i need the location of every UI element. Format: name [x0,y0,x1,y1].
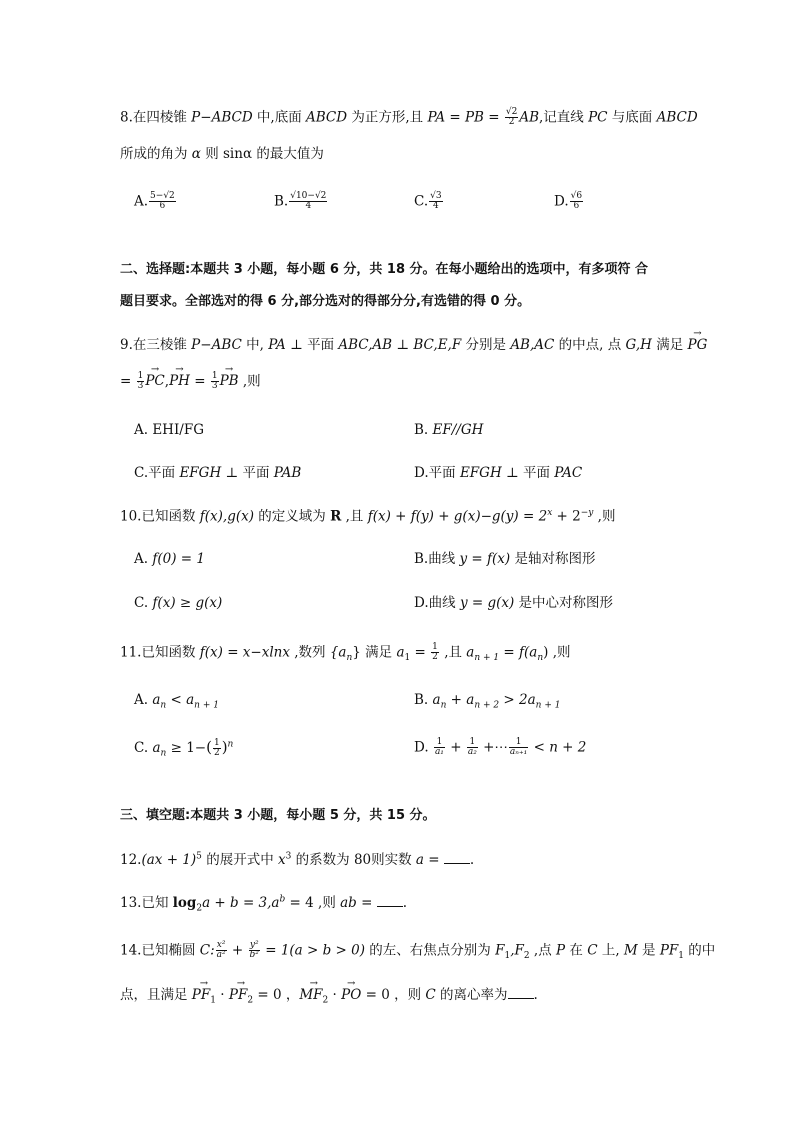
q11-option-c[interactable] [134,738,233,759]
fraction-denominator: 2 [508,117,515,128]
vector-ph: → PH [169,373,190,389]
q14-text: 是 [637,942,660,959]
q14-text: 上, [597,942,624,959]
fraction-numerator: 1 [211,371,218,381]
q14-math: + [227,942,248,959]
vector-pf2 [229,987,253,1006]
q10-sup: x [547,508,553,518]
q14-math: = 0 ，则 [361,987,426,1003]
q14-text: 14.已知椭圆 [120,942,200,959]
option-math: +⋯ [478,739,508,756]
option-text: 是轴对称图形 [510,551,596,567]
option-label: C. [414,193,429,210]
q8-math: P−ABCD [191,109,253,126]
option-math: PAC [554,465,583,481]
q11-text: 11.已知函数 [120,644,200,661]
q9-math: ABC,AB ⊥ BC,E,F [338,337,462,353]
q13-text: . [402,895,408,911]
vector-pb: → PB [220,373,239,389]
fraction-numerator: 1 [137,371,144,381]
option-label: D.平面 [414,465,460,481]
q9-text: , [164,373,170,390]
q14-sub: 2 [247,995,254,1006]
q14-math: C: [199,942,215,959]
q11-math: } [352,644,361,661]
q11-sub: n [346,653,353,664]
q13-math: a + b = 3,a [202,895,280,911]
q8-option-d[interactable] [554,192,584,212]
option-math: a [432,692,441,708]
q10-math: f(x) + f(y) + g(x)−g(y) = 2 [367,508,548,525]
vector-pc: → PC [145,373,164,389]
option-fraction [434,738,445,758]
option-label: D.曲线 [414,595,460,611]
fraction-denominator: a₂ [467,747,477,758]
fraction-numerator: 1 [434,738,445,748]
q11-sub: 1 [404,653,411,664]
option-label: B. [414,422,433,438]
q9-math: P−ABC [191,337,242,353]
q14-math: ,F [510,942,524,959]
q8-text: 与底面 [607,109,657,126]
q14-math: C [425,987,436,1003]
q13-math: log [172,895,197,911]
q14-text: 的左、右焦点分别为 [365,942,496,959]
option-label: B.曲线 [414,551,460,567]
answer-blank[interactable] [508,986,534,999]
q14-math: · [215,987,229,1003]
option-label: C.平面 [134,465,180,481]
fraction-denominator: 3 [137,381,144,392]
vector-text: MF [299,987,323,1003]
q11-math: f(x) = x−xlnx [199,644,290,661]
q12-math: a = [415,852,444,868]
q8-math: AB [519,109,539,126]
fraction-numerator: 5−√2 [150,191,175,201]
q11-math: ) [543,644,549,661]
option-math: + [445,739,466,756]
q14-sub: 2 [322,995,329,1006]
q9-text: 平面 [307,337,339,353]
q9-text: 分别是 [461,337,511,353]
option-math: f(0) = 1 [152,551,205,567]
q9-fraction [211,372,219,392]
option-label: A. [134,193,149,210]
option-math: y = g(x) [459,595,515,611]
fraction-numerator: √3 [430,191,442,201]
fraction-denominator: 4 [305,201,312,212]
option-label: A. [134,692,153,708]
answer-blank[interactable] [377,894,403,907]
q13-text: ,则 [313,895,341,911]
option-math: f(x) ≥ g(x) [152,595,223,611]
option-sub: n [440,700,447,711]
fraction-numerator: 1 [467,738,478,748]
q8-math: PC [588,109,608,126]
q14-text: ,点 [529,942,556,959]
option-label: B. [274,193,289,210]
q11-text: ,且 [439,644,467,661]
option-label: D. [414,739,433,756]
fraction-denominator: a₁ [434,747,444,758]
q9-text: 满足 [651,337,688,353]
fraction-numerator: 1 [213,737,220,748]
q8-math: ABCD [306,109,348,126]
q14-math: · [328,987,342,1003]
fraction-denominator: 3 [211,381,218,392]
q13-sup: b [279,894,286,905]
q12-math: (ax + 1) [141,852,197,868]
q14-math: = 0 ， [253,987,300,1003]
option-math: EFGH [179,465,222,481]
q10-math: R [330,508,342,525]
q8-option-b[interactable] [274,192,328,212]
q13-math: ab = [340,895,377,911]
q14-text: . [533,987,538,1003]
q14-fraction [249,941,260,961]
q11-text: 满足 [360,644,397,661]
option-sub: n [160,700,167,711]
fraction-denominator: b² [249,950,259,961]
q14-sub: 1 [678,951,685,962]
paren-close: ) [221,738,228,756]
option-sub: n + 1 [535,700,561,711]
option-label: C. [134,595,153,611]
q10-math: + 2 [552,508,581,525]
q9-math: AB,AC [510,337,555,353]
q10-text: ,则 [593,508,616,525]
answer-blank[interactable] [444,851,470,864]
q14-math: P [556,942,566,959]
q12-text: 的系数为 80则实数 [291,852,416,868]
q12-sup: 5 [196,851,202,862]
q10-option-b[interactable] [414,551,595,567]
vector-pf1 [192,987,216,1006]
fraction-numerator: 1 [432,642,438,652]
q9-math: G,H [625,337,652,353]
option-math: + a [446,692,475,708]
q14-sub: 1 [210,995,216,1006]
q8-text: 8.在四棱锥 [120,109,192,126]
q8-option-c[interactable] [414,192,444,212]
q10-stem [120,508,615,525]
q8-text: 则 sinα 的最大值为 [200,146,324,162]
option-text: ⊥ 平面 [501,465,555,481]
q8-text: ,记直线 [539,109,589,126]
vector-text: PF [228,987,248,1003]
option-math: EFGH [459,465,502,481]
option-fraction [509,738,528,758]
q14-fraction [216,941,227,961]
q11-math: = f(a [499,644,538,661]
fraction-denominator: 2 [432,652,438,663]
q14-math: C [587,942,598,959]
option-fraction [213,739,221,759]
q12-stem [120,851,474,868]
option-math: ≥ 1− [166,740,207,756]
q9-text: = [120,373,136,390]
section3-heading: 三、填空题:本题共 3 小题，每小题 5 分，共 15 分。 [120,808,436,823]
q14-text: 在 [565,942,588,959]
option-math: EF//GH [432,422,484,438]
q9-option-c[interactable] [134,465,301,481]
section2-heading-line2: 题目要求。全部选对的得 6 分,部分选对的得部分分,有选错的得 0 分。 [120,294,531,309]
option-fraction [467,738,478,758]
q14-line1 [120,941,715,962]
q14-text: 的离心率为 [435,987,508,1003]
q13-stem [120,894,407,914]
q11-math: = [410,644,431,661]
option-sub: n + 1 [194,700,219,711]
option-label: A. [134,551,153,567]
q11-sub: n + 1 [474,653,500,664]
q10-text: 10.已知函数 [120,508,200,525]
q11-fraction [431,643,439,663]
q12-math: x [278,852,286,868]
fraction-denominator: a² [216,950,226,961]
q10-option-c[interactable] [134,595,222,611]
vector-po: → PO [341,987,361,1003]
paren-open: ( [206,738,212,756]
q9-option-d[interactable] [414,465,582,481]
q9-text: ,则 [238,373,261,390]
q13-sub: 2 [196,903,203,914]
q10-text: ,且 [341,508,368,525]
q13-math: = 4 [285,895,314,911]
q10-option-d[interactable] [414,595,613,611]
fraction-numerator: y² [249,940,259,950]
q9-fraction [137,372,145,392]
q14-text: 点，且满足 [120,987,192,1003]
q9-option-a[interactable]: A. EHI/FG [134,422,204,438]
q11-option-a[interactable] [134,692,219,711]
vector-text: PF [191,987,211,1003]
fraction-numerator: √2 [505,107,518,117]
fraction-denominator: 6 [159,201,166,212]
q8-line1 [120,108,698,128]
q9-option-b[interactable] [414,422,483,438]
q10-sup: −y [580,508,594,518]
option-text: 是中心对称图形 [514,595,614,611]
q8-option-a[interactable] [134,192,177,212]
option-sup: n [227,739,234,750]
q9-text: 9.在三棱锥 [120,337,192,353]
option-sub: n [160,748,167,759]
q14-math: = 1(a > b > 0) [260,942,366,959]
q11-text: ,则 [548,644,571,661]
fraction-denominator: aₙ₊₁ [509,747,528,758]
q8-fraction [505,108,518,128]
q12-text: 12. [120,852,142,868]
q8-math: α [191,146,201,162]
q11-math: {a [329,644,347,661]
option-math: PAB [273,465,302,481]
option-math: < n + 2 [529,739,587,756]
q8-text: 中,底面 [252,109,307,126]
q11-sub: n [537,653,544,664]
fraction-numerator: √10−√2 [290,191,327,201]
option-label: B. [414,692,433,708]
vector-mf2 [299,987,328,1006]
q9-math: PA ⊥ [268,337,308,353]
q14-text: 的中 [684,942,716,959]
option-math: y = f(x) [459,551,511,567]
fraction-denominator: 2 [213,748,220,758]
option-label: D. [554,193,569,210]
q14-sub: 2 [523,951,530,962]
q8-math: PA = PB = [427,109,504,126]
q14-sub: 1 [504,951,511,962]
option-math: > 2a [499,692,536,708]
q12-text: . [469,852,475,868]
q11-option-b[interactable] [414,692,560,711]
option-fraction [149,192,176,212]
q14-math: PF [659,942,679,959]
q9-line1 [120,337,707,353]
q10-text: 的定义域为 [254,508,331,525]
q12-sup: 3 [285,851,292,862]
q8-line2 [120,146,324,162]
q9-text: 中, [241,337,269,353]
q13-text: 13.已知 [120,895,173,911]
option-fraction [570,192,583,212]
option-math: a [152,692,161,708]
fraction-numerator: √6 [570,191,583,201]
vector-pg: → PG [688,337,708,353]
q12-text: 的展开式中 [201,852,278,868]
q10-math: f(x),g(x) [199,508,254,525]
q9-text: 的中点, 点 [554,337,626,353]
q11-math: a [396,644,405,661]
option-fraction [429,192,442,212]
q11-math: a [466,644,475,661]
fraction-denominator: 6 [573,201,580,212]
option-label: C. [134,740,153,756]
q14-line2 [120,986,538,1006]
q9-text: = [189,373,210,390]
q14-math: M [623,942,638,959]
option-fraction [289,192,327,212]
q8-math: ABCD [656,109,698,126]
option-math: < a [166,692,195,708]
q11-option-d[interactable] [414,738,586,758]
option-text: ⊥ 平面 [221,465,274,481]
q11-text: ,数列 [289,644,330,661]
q8-text: 为正方形,且 [347,109,428,126]
option-math: a [152,740,161,756]
q9-line2 [120,372,261,392]
fraction-numerator: x² [216,940,226,950]
q14-math: F [495,942,505,959]
fraction-numerator: 1 [509,738,528,748]
fraction-denominator: 4 [433,201,439,212]
option-sub: n + 2 [474,700,500,711]
q8-text: 所成的角为 [120,146,192,162]
q10-option-a[interactable] [134,551,205,567]
q11-stem [120,643,571,664]
section2-heading-line1: 二、选择题:本题共 3 小题，每小题 6 分，共 18 分。在每小题给出的选项中，有多项符 合 [120,262,649,277]
